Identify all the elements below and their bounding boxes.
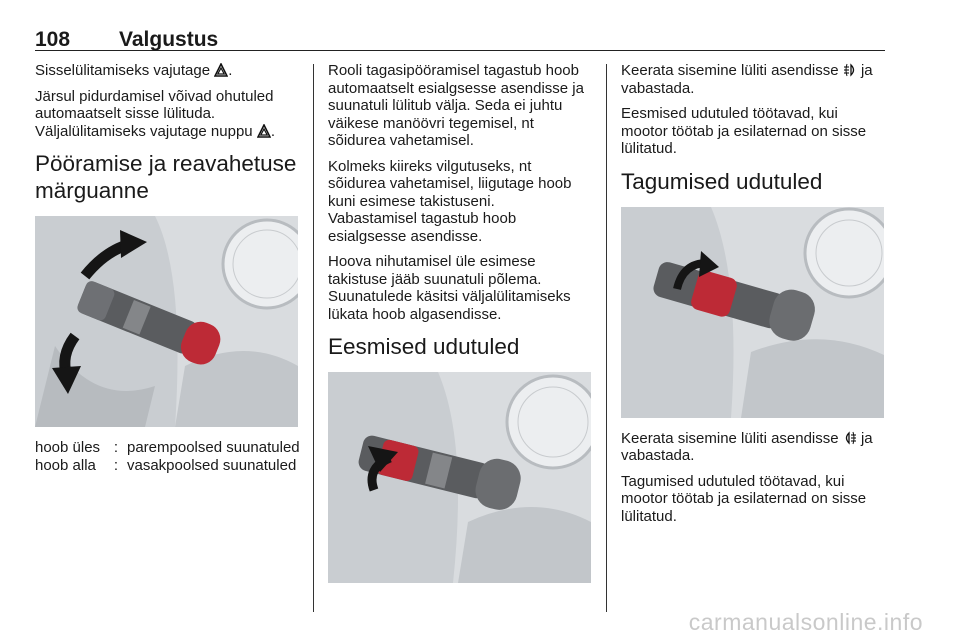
paragraph — [621, 62, 886, 97]
section-heading: Eesmised udutuled — [328, 334, 520, 359]
paragraph: Tagumised udutuled töötavad, kui mootor töötab ja esilaternad on sisse lülitatud. — [621, 472, 867, 525]
column-divider — [606, 64, 607, 612]
legend-key: hoob alla — [35, 456, 96, 474]
paragraph: Rooli tagasipööramisel tagastub hoob automaatselt esialgsesse asendisse ja suunatuli lülitub välja. Seda ei juhtu väikese manöövri tegemisel, nt sõidurea vahetamisel. — [328, 62, 584, 149]
paragraph: Vabastamisel tagastub hoob esialgsesse asendisse. — [328, 210, 517, 245]
paragraph: Kolmeks kiireks vilgutuseks, nt sõidurea vahetamisel, liigutage hoob kuni esimese takistuseni. — [328, 157, 572, 210]
legend-table — [35, 439, 300, 474]
paragraph: Hoova nihutamisel üle esimese takistuse jääb suunatuli põlema. Suunatulede käsitsi väljalülitamiseks lükata hoob algasendisse. — [328, 253, 571, 323]
paragraph-text: ja vabastada. — [621, 62, 873, 97]
section-title: Valgustus — [119, 28, 219, 51]
column-1 — [35, 62, 300, 474]
paragraph: Eesmised udutuled töötavad, kui mootor töötab ja esilaternad on sisse lülitatud. — [621, 105, 867, 157]
legend-value: parempoolsed suunatuled — [127, 439, 300, 456]
column-3 — [621, 62, 886, 533]
paragraph-text: Keerata sisemine lüliti asendisse — [621, 429, 839, 447]
paragraph — [35, 123, 300, 141]
rear-fog-icon — [843, 431, 857, 445]
paragraph-text: Keerata sisemine lüliti asendisse — [621, 62, 839, 79]
legend-row — [35, 457, 300, 475]
watermark: carmanualsonline.info — [688, 609, 923, 635]
section-heading: Tagumised udutuled — [621, 168, 823, 194]
paragraph-text: . — [228, 62, 233, 79]
front-fog-switch-illustration — [328, 372, 591, 583]
rear-fog-switch-illustration — [621, 207, 884, 418]
legend-key: hoob üles — [35, 439, 101, 456]
legend-row — [35, 439, 300, 457]
front-fog-icon — [843, 63, 857, 77]
turn-signal-illustration — [35, 216, 298, 427]
hazard-triangle-icon — [257, 124, 271, 138]
paragraph: Järsul pidurdamisel võivad ohutuled automaatselt sisse lülituda. — [35, 87, 274, 122]
paragraph-text: Sisselülitamiseks vajutage — [35, 62, 211, 79]
paragraph — [35, 62, 300, 80]
column-divider — [313, 64, 314, 612]
page-number: 108 — [35, 28, 71, 51]
paragraph-text: ja vabastada. — [621, 429, 873, 464]
legend-separator: : — [113, 439, 119, 456]
section-heading: Pööramise ja reavahetuse märguanne — [35, 151, 297, 203]
legend-value: vasakpoolsed suunatuled — [127, 456, 297, 474]
paragraph-text: . — [270, 122, 275, 140]
legend-separator: : — [113, 456, 119, 474]
column-2 — [328, 62, 593, 595]
page-header — [35, 26, 885, 51]
paragraph — [621, 430, 886, 465]
paragraph-text: Väljalülitamiseks vajutage nuppu — [35, 122, 253, 140]
hazard-triangle-icon — [214, 63, 228, 77]
